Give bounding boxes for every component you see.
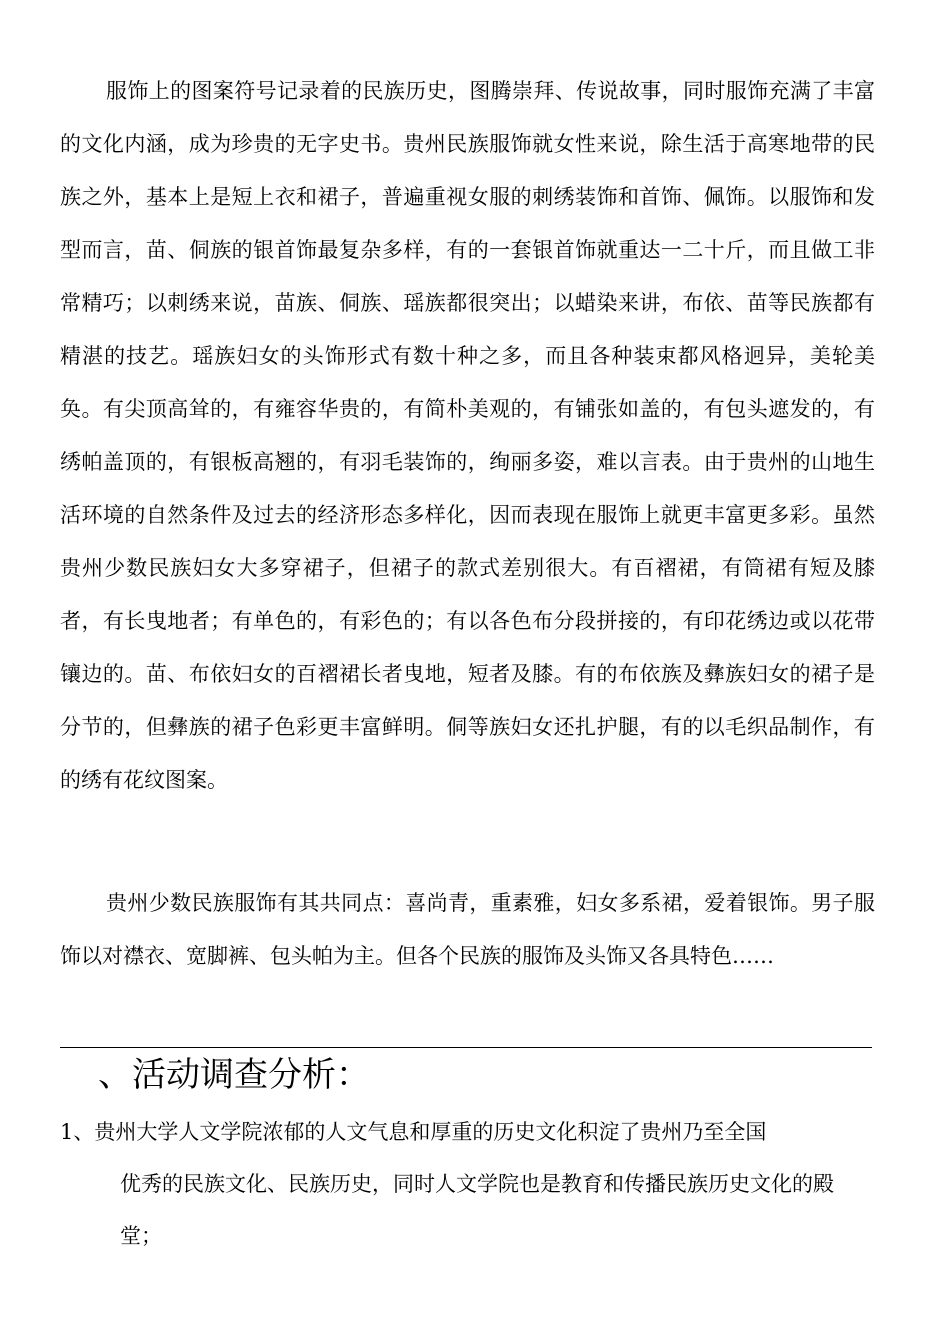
list-item (60, 1106, 860, 1158)
list-item-continuation: 优秀的民族文化、民族历史，同时人文学院也是教育和传播民族历史文化的殿堂； (120, 1172, 834, 1248)
list-item-first-line: 贵州大学人文学院浓郁的人文气息和厚重的历史文化积淀了贵州乃至全国 (94, 1120, 767, 1144)
paragraph-ethnic-costume-details: 服饰上的图案符号记录着的民族历史，图腾崇拜、传说故事，同时服饰充满了丰富的文化内涵，成为珍贵的无字史书。贵州民族服饰就女性来说，除生活于高寒地带的民族之外，基本上是短上衣和裙子，普遍重视女服的刺绣装饰和首饰、佩饰。以服饰和发型而言，苗、侗族的银首饰最复杂多样，有的一套银首饰就重达一二十斤，而且做工非常精巧；以刺绣来说，苗族、侗族、瑶族都很突出；以蜡染来讲，布依、苗等民族都有精湛的技艺。瑶族妇女的头饰形式有数十种之多，而且各种装束都风格迥异，美轮美奂。有尖顶高耸的，有雍容华贵的，有简朴美观的，有铺张如盖的，有包头遮发的，有绣帕盖顶的，有银板高翘的，有羽毛装饰的，绚丽多姿，难以言表。由于贵州的山地生活环境的自然条件及过去的经济形态多样化，因而表现在服饰上就更丰富更多彩。虽然贵州少数民族妇女大多穿裙子，但裙子的款式差别很大。有百褶裙，有筒裙有短及膝者，有长曳地者；有单色的，有彩色的；有以各色布分段拼接的，有印花绣边或以花带镶边的。苗、布依妇女的百褶裙长者曳地，短者及膝。有的布依族及彝族妇女的裙子是分节的，但彝族的裙子色彩更丰富鲜明。侗等族妇女还扎护腿，有的以毛织品制作，有的绣有花纹图案。 (60, 79, 875, 792)
list-item-number: 1、 (60, 1120, 95, 1144)
paragraph-costume-common-features: 贵州少数民族服饰有其共同点：喜尚青，重素雅，妇女多系裙，爱着银饰。男子服饰以对襟衣、宽脚裤、包头帕为主。但各个民族的服饰及头饰又各具特色…… (60, 891, 875, 968)
section-heading: 、活动调查分析： (98, 1055, 370, 1095)
